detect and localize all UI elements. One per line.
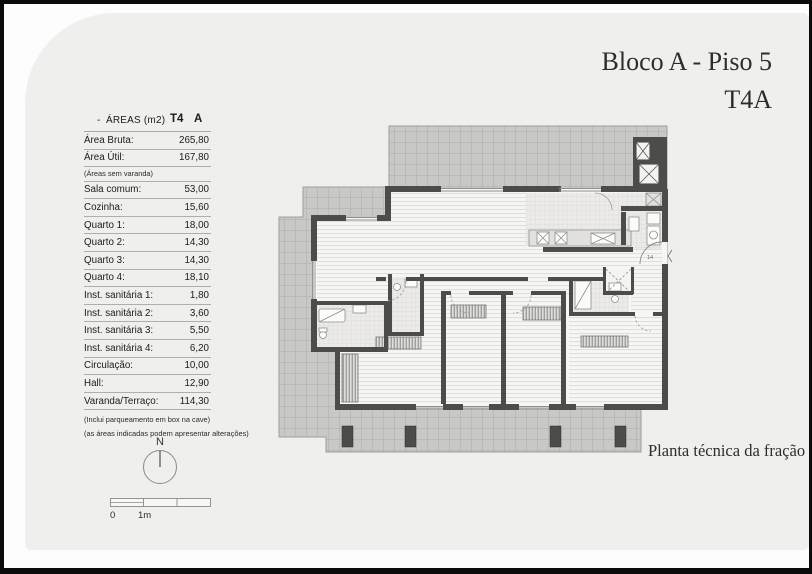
areas-header-fraction: A: [194, 113, 203, 125]
areas-footnote: (as áreas indicadas podem apresentar alterações): [84, 428, 249, 438]
area-row-label: Hall:: [84, 378, 104, 390]
area-row-label: Área Útil:: [84, 152, 125, 164]
area-row-value: 6,20: [189, 342, 209, 354]
scale-bar: [108, 497, 218, 528]
area-row-value: 15,60: [184, 202, 209, 214]
areas-row: [84, 393, 211, 411]
area-row-value: 14,30: [184, 254, 209, 266]
area-row-value: 14,30: [184, 237, 209, 249]
areas-header-type: T4: [170, 113, 184, 125]
area-row-label: Cozinha:: [84, 202, 123, 214]
entry-arrow-icon: [668, 250, 672, 262]
area-row-label: Inst. sanitária 2:: [84, 307, 154, 319]
areas-footnote: (Inclui parqueamento em box na cave): [84, 415, 211, 425]
area-row-value: 18,00: [184, 219, 209, 231]
areas-row: [84, 217, 211, 235]
area-row-value: 10,00: [184, 360, 209, 372]
area-row-label: Varanda/Terraço:: [84, 395, 159, 407]
areas-header-title: ÁREAS (m2): [106, 115, 166, 126]
entry-number: 14: [647, 255, 654, 261]
areas-row: [84, 340, 211, 358]
area-row-label: Inst. sanitária 4:: [84, 342, 154, 354]
compass: [133, 431, 187, 498]
area-row-value: 53,00: [184, 184, 209, 196]
title-typology: T4A: [724, 85, 772, 114]
area-row-label: Quarto 2:: [84, 237, 125, 249]
areas-row: [84, 270, 211, 288]
floor-plan: [273, 109, 673, 459]
area-row-label: Quarto 3:: [84, 254, 125, 266]
area-row-value: 3,60: [189, 307, 209, 319]
area-row-label: Área Bruta:: [84, 134, 134, 146]
area-row-label: Sala comum:: [84, 184, 142, 196]
title-block-floor: Bloco A - Piso 5: [601, 47, 772, 76]
area-row-label: Inst. sanitária 1:: [84, 290, 154, 302]
compass-svg: [133, 431, 187, 493]
areas-row: [84, 287, 211, 305]
areas-table: [84, 112, 249, 440]
area-row-value: 5,50: [189, 325, 209, 337]
areas-row: [84, 182, 211, 200]
plan-caption: Planta técnica da fração: [648, 441, 806, 460]
areas-table-rows: [84, 132, 211, 410]
areas-row: [84, 322, 211, 340]
scale-1m-label: 1m: [138, 510, 152, 521]
scale-bar-svg: [108, 497, 218, 523]
page-title: [602, 43, 772, 119]
areas-header-dash: -: [97, 115, 101, 126]
area-row-label: Quarto 4:: [84, 272, 125, 284]
scale-zero-label: 0: [110, 510, 116, 521]
area-row-label: Circulação:: [84, 360, 134, 372]
area-row-value: 167,80: [179, 152, 209, 164]
areas-row: [84, 305, 211, 323]
area-row-value: 18,10: [184, 272, 209, 284]
area-row-value: 265,80: [179, 134, 209, 146]
floor-plan-svg: [273, 109, 673, 459]
area-row-label: (Áreas sem varanda): [84, 169, 154, 179]
areas-row: [84, 199, 211, 217]
area-row-label: Quarto 1:: [84, 219, 125, 231]
areas-row: [84, 150, 211, 168]
content-panel: [25, 13, 809, 550]
areas-row: [84, 132, 211, 150]
areas-row: [84, 375, 211, 393]
area-row-label: Inst. sanitária 3:: [84, 325, 154, 337]
compass-n-label: N: [156, 436, 164, 448]
areas-row: [84, 358, 211, 376]
areas-row: [84, 234, 211, 252]
areas-row: [84, 252, 211, 270]
area-row-value: 12,90: [184, 378, 209, 390]
area-row-value: 1,80: [189, 290, 209, 302]
areas-subnote-row: [84, 167, 211, 182]
area-row-value: 114,30: [179, 395, 209, 407]
areas-table-header: [84, 112, 211, 132]
